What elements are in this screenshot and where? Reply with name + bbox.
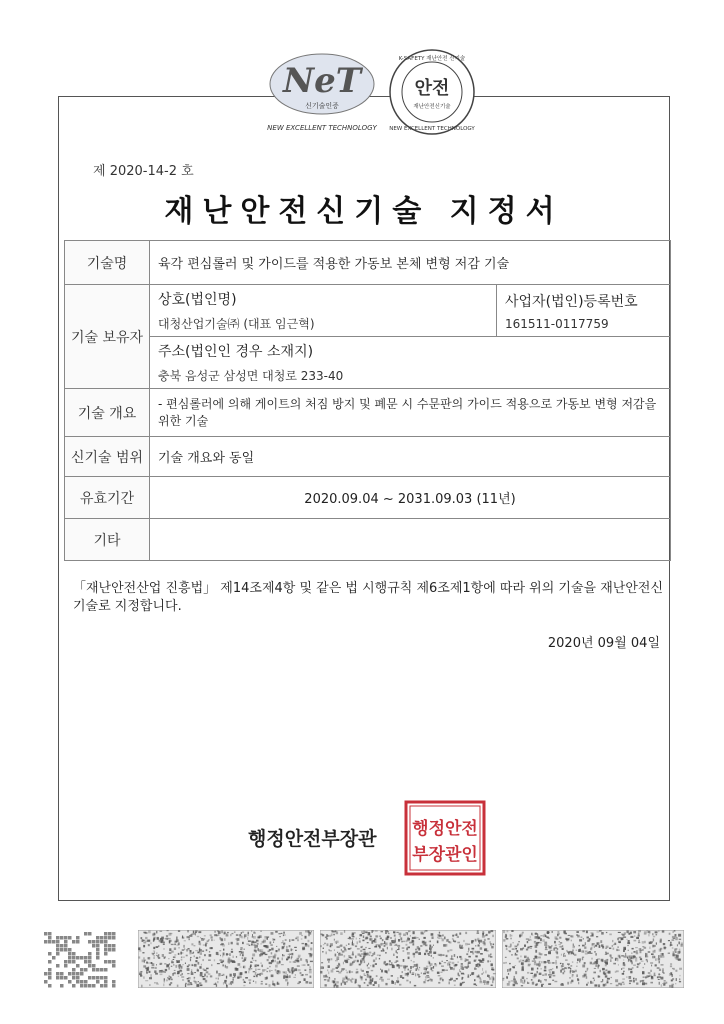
company-cell: [150, 285, 497, 337]
row-etc: [65, 519, 671, 561]
address-head: 주소(법인인 경우 소재지): [158, 344, 314, 360]
scope-value: 기술 개요와 동일: [150, 437, 671, 477]
row-scope: [65, 437, 671, 477]
svg-text:K-SAFETY 재난안전 신기술: K-SAFETY 재난안전 신기술: [398, 56, 466, 62]
address-value: 충북 음성군 삼성면 대청로 233-40: [158, 369, 344, 383]
certification-logos: [262, 44, 482, 144]
row-period: [65, 477, 671, 519]
official-seal: [404, 800, 486, 876]
certificate-table: [64, 240, 671, 561]
company-value: 대청산업기술㈜ (대표 임근혁): [158, 317, 315, 331]
svg-text:NEW EXCELLENT TECHNOLOGY: NEW EXCELLENT TECHNOLOGY: [267, 124, 377, 132]
etc-label: 기타: [65, 519, 150, 561]
period-value: 2020.09.04 ~ 2031.09.03 (11년): [150, 477, 671, 519]
company-head: 상호(법인명): [158, 292, 237, 308]
security-pattern-1: [138, 930, 314, 988]
overview-label: 기술 개요: [65, 389, 150, 437]
address-cell: [150, 337, 671, 389]
reg-value: 161511-0117759: [505, 316, 609, 331]
svg-text:신기술인증: 신기술인증: [305, 102, 339, 110]
tech-name-value: 육각 편심롤러 및 가이드를 적용한 가동보 본체 변형 저감 기술: [150, 241, 671, 285]
issue-date: 2020년 09월 04일: [547, 636, 660, 651]
svg-text:부장관인: 부장관인: [412, 845, 478, 865]
etc-value: [150, 519, 671, 561]
svg-text:NEW EXCELLENT TECHNOLOGY: NEW EXCELLENT TECHNOLOGY: [389, 126, 475, 132]
security-pattern-3: [502, 930, 684, 988]
holder-label: 기술 보유자: [65, 285, 150, 389]
safety-logo: [389, 50, 475, 134]
reg-cell: [497, 285, 671, 337]
row-tech-name: [65, 241, 671, 285]
net-logo: [267, 54, 377, 132]
svg-text:행정안전: 행정안전: [412, 819, 478, 839]
period-label: 유효기간: [65, 477, 150, 519]
overview-value: - 편심롤러에 의해 게이트의 처짐 방지 및 폐문 시 수문판의 가이드 적용으로 가동보 변형 저감을 위한 기술: [150, 389, 671, 437]
scope-label: 신기술 범위: [65, 437, 150, 477]
row-holder-company: [65, 285, 671, 337]
certificate-number: 제 2020-14-2 호: [93, 164, 194, 179]
row-overview: [65, 389, 671, 437]
svg-text:재난안전신기술: 재난안전신기술: [413, 104, 451, 110]
row-holder-address: [65, 337, 671, 389]
tech-name-label: 기술명: [65, 241, 150, 285]
legal-basis-text: 「재난안전산업 진흥법」 제14조제4항 및 같은 법 시행규칙 제6조제1항에 따라 위의 기술을 재난안전신기술로 지정합니다.: [73, 581, 664, 614]
reg-head: 사업자(법인)등록번호: [505, 293, 638, 310]
issuer-name: 행정안전부장관: [248, 828, 377, 850]
security-pattern-2: [320, 930, 496, 988]
page-title: 재난안전신기술 지정서: [164, 194, 564, 229]
qr-code-icon: [40, 930, 120, 988]
svg-text:NeT: NeT: [282, 61, 362, 101]
svg-text:안전: 안전: [414, 78, 450, 99]
